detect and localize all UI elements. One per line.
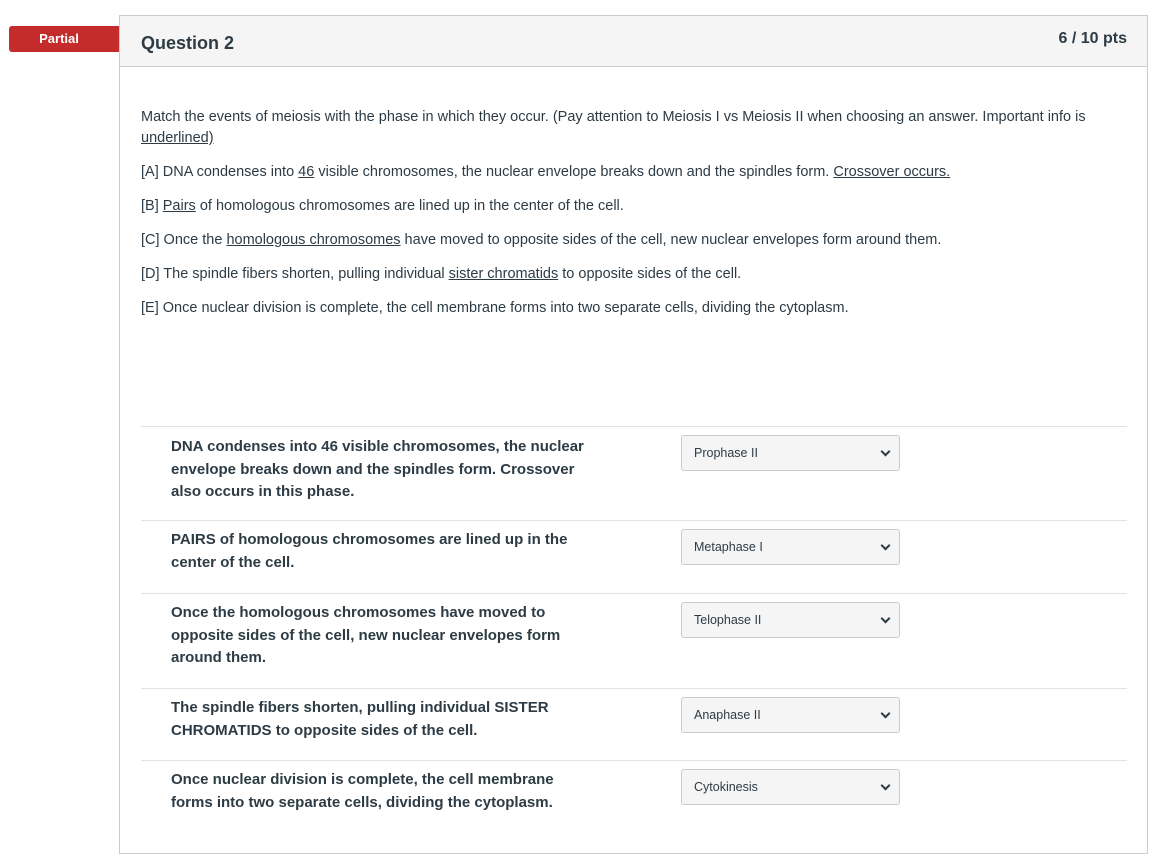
statement-c-text-1: [C] Once the [141,232,227,248]
phase-select-5[interactable] [681,769,900,805]
instructions-text: Match the events of meiosis with the phase in which they occur. (Pay attention to Meiosis I vs Meiosis II when choosing an answer. Important info is [141,109,1086,125]
match-row [141,688,1127,760]
statement-b [141,196,1127,217]
statement-e-text-1: [E] Once nuclear division is complete, the cell membrane forms into two separate cells, dividing the cytoplasm. [141,300,849,316]
statement-d-underline-1: sister chromatids [448,266,559,282]
statement-b-text-2: of homologous chromosomes are lined up in the center of the cell. [195,198,624,214]
statement-a-underline-1: 46 [298,164,315,180]
match-label: PAIRS of homologous chromosomes are lined up in the center of the cell. [171,531,568,571]
chevron-down-icon [881,614,891,624]
chevron-down-icon [881,709,891,719]
question-points: 6 / 10 pts [1058,30,1127,47]
phase-select-value: Telophase II [694,613,762,627]
partial-status-flag: Partial [9,26,119,52]
statement-b-underline-1: Pairs [162,198,196,214]
phase-select-value: Cytokinesis [694,780,758,794]
match-list [141,426,1127,832]
statement-b-text-1: [B] [141,198,163,214]
chevron-down-icon [881,781,891,791]
statement-c-underline-1: homologous chromosomes [226,232,401,248]
statement-d-text-1: [D] The spindle fibers shorten, pulling individual [141,266,449,282]
statement-d-text-2: to opposite sides of the cell. [558,266,742,282]
question-card [119,15,1148,854]
match-row [141,426,1127,520]
match-label: The spindle fibers shorten, pulling individual SISTER CHROMATIDS to opposite sides of the cell. [171,699,549,739]
instructions [141,107,1127,149]
phase-select-value: Metaphase I [694,540,763,554]
match-row [141,760,1127,832]
statement-c-text-2: have moved to opposite sides of the cell, new nuclear envelopes form around them. [400,232,942,248]
question-header [120,16,1147,67]
match-label: DNA condenses into 46 visible chromosomes, the nuclear envelope breaks down and the spindles form. Crossover also occurs in this phase. [171,438,584,500]
match-label: Once the homologous chromosomes have moved to opposite sides of the cell, new nuclear envelopes form around them. [171,604,561,666]
instructions-underlined: underlined) [141,130,214,146]
phase-select-2[interactable] [681,529,900,565]
statement-c [141,230,1127,251]
statement-a-text-2: visible chromosomes, the nuclear envelope breaks down and the spindles form. [314,164,834,180]
question-title: Question 2 [141,33,235,53]
statement-d [141,264,1127,285]
statement-a-underline-2: Crossover occurs. [833,164,951,180]
chevron-down-icon [881,541,891,551]
chevron-down-icon [881,447,891,457]
question-text [120,67,1147,319]
match-row [141,520,1127,593]
phase-select-3[interactable] [681,602,900,638]
phase-select-1[interactable] [681,435,900,471]
phase-select-value: Anaphase II [694,708,761,722]
phase-select-4[interactable] [681,697,900,733]
statement-a-text-1: [A] DNA condenses into [141,164,299,180]
statement-e [141,298,1127,319]
match-row [141,593,1127,688]
phase-select-value: Prophase II [694,446,758,460]
statement-a [141,162,1127,183]
match-label: Once nuclear division is complete, the cell membrane forms into two separate cells, dividing the cytoplasm. [171,771,554,811]
